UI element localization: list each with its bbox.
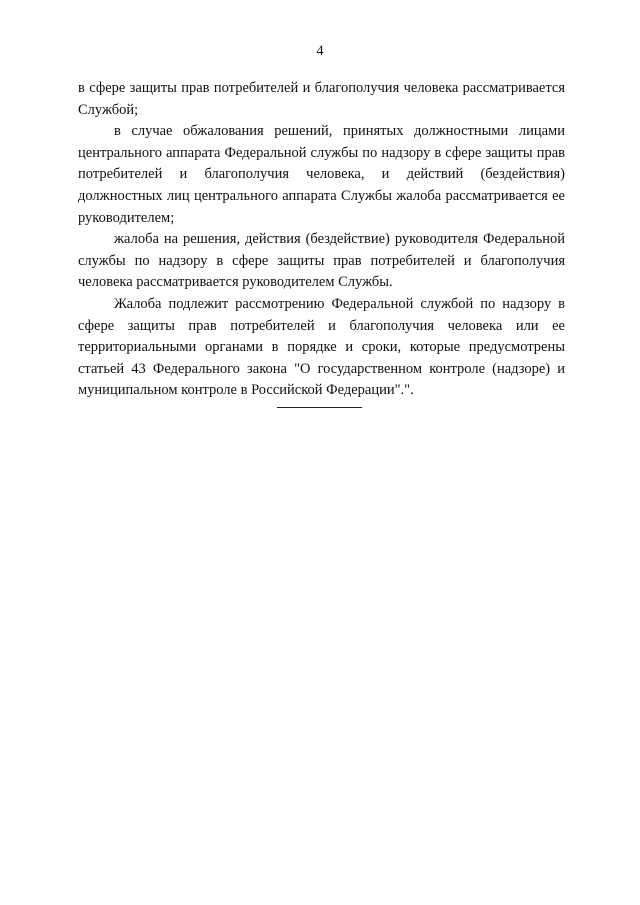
end-of-document-rule bbox=[277, 407, 362, 408]
document-body bbox=[78, 78, 565, 402]
paragraph-head-of-service-appeal: жалоба на решения, действия (бездействие) руководителя Федеральной службы по надзору в сфере защиты прав потребителей и благополучия человека рассматривается руководителем Службы. bbox=[78, 231, 565, 291]
page-number: 4 bbox=[316, 43, 324, 59]
paragraph-central-apparatus-appeal: в случае обжалования решений, принятых должностными лицами центрального аппарата Федеральной службы по надзору в сфере защиты прав потребителей и благополучия человека, и действий (бездействия) должностных лиц центрального аппарата Службы жалоба рассматривается ее руководителем; bbox=[78, 123, 565, 226]
paragraph-consumer-protection-service: в сфере защиты прав потребителей и благополучия человека рассматривается Службой; bbox=[78, 80, 565, 118]
paragraph-complaint-procedure: Жалоба подлежит рассмотрению Федеральной службой по надзору в сфере защиты прав потребителей и благополучия человека или ее территориальными органами в порядке и сроки, которые предусмотрены статьей 43 Федерального закона "О государственном контроле (надзоре) и муниципальном контроле в Российской Федерации".". bbox=[78, 295, 565, 399]
